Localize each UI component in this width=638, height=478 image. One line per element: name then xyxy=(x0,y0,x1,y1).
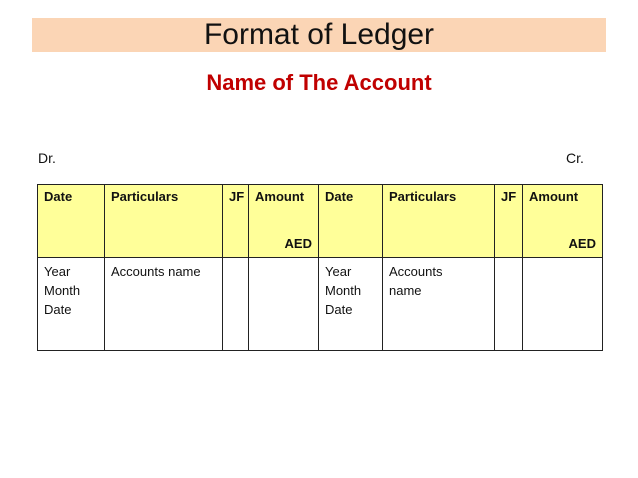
cell-particulars-credit: Accounts name xyxy=(383,258,495,351)
page-title: Format of Ledger xyxy=(203,18,435,51)
header-amount-credit: Amount AED xyxy=(523,185,603,258)
account-name-heading: Name of The Account xyxy=(206,70,432,95)
ledger-header-row xyxy=(38,185,603,258)
cell-amount-debit xyxy=(249,258,319,351)
cell-particulars-debit: Accounts name xyxy=(105,258,223,351)
amount-unit-credit: AED xyxy=(568,236,596,251)
header-date-debit: Date xyxy=(38,185,105,258)
cell-amount-credit xyxy=(523,258,603,351)
table-row xyxy=(38,258,603,351)
header-date-credit: Date xyxy=(319,185,383,258)
header-jf-credit: JF xyxy=(495,185,523,258)
header-particulars-debit: Particulars xyxy=(105,185,223,258)
ledger-table xyxy=(37,184,603,351)
header-jf-debit: JF xyxy=(223,185,249,258)
header-particulars-credit: Particulars xyxy=(383,185,495,258)
cell-date-debit: Year Month Date xyxy=(38,258,105,351)
cell-jf-debit xyxy=(223,258,249,351)
header-amount-debit: Amount AED xyxy=(249,185,319,258)
cell-date-credit: Year Month Date xyxy=(319,258,383,351)
cell-jf-credit xyxy=(495,258,523,351)
title-bar xyxy=(32,18,606,52)
debit-label: Dr. xyxy=(38,150,56,166)
amount-unit-debit: AED xyxy=(284,236,312,251)
credit-label: Cr. xyxy=(566,150,584,166)
